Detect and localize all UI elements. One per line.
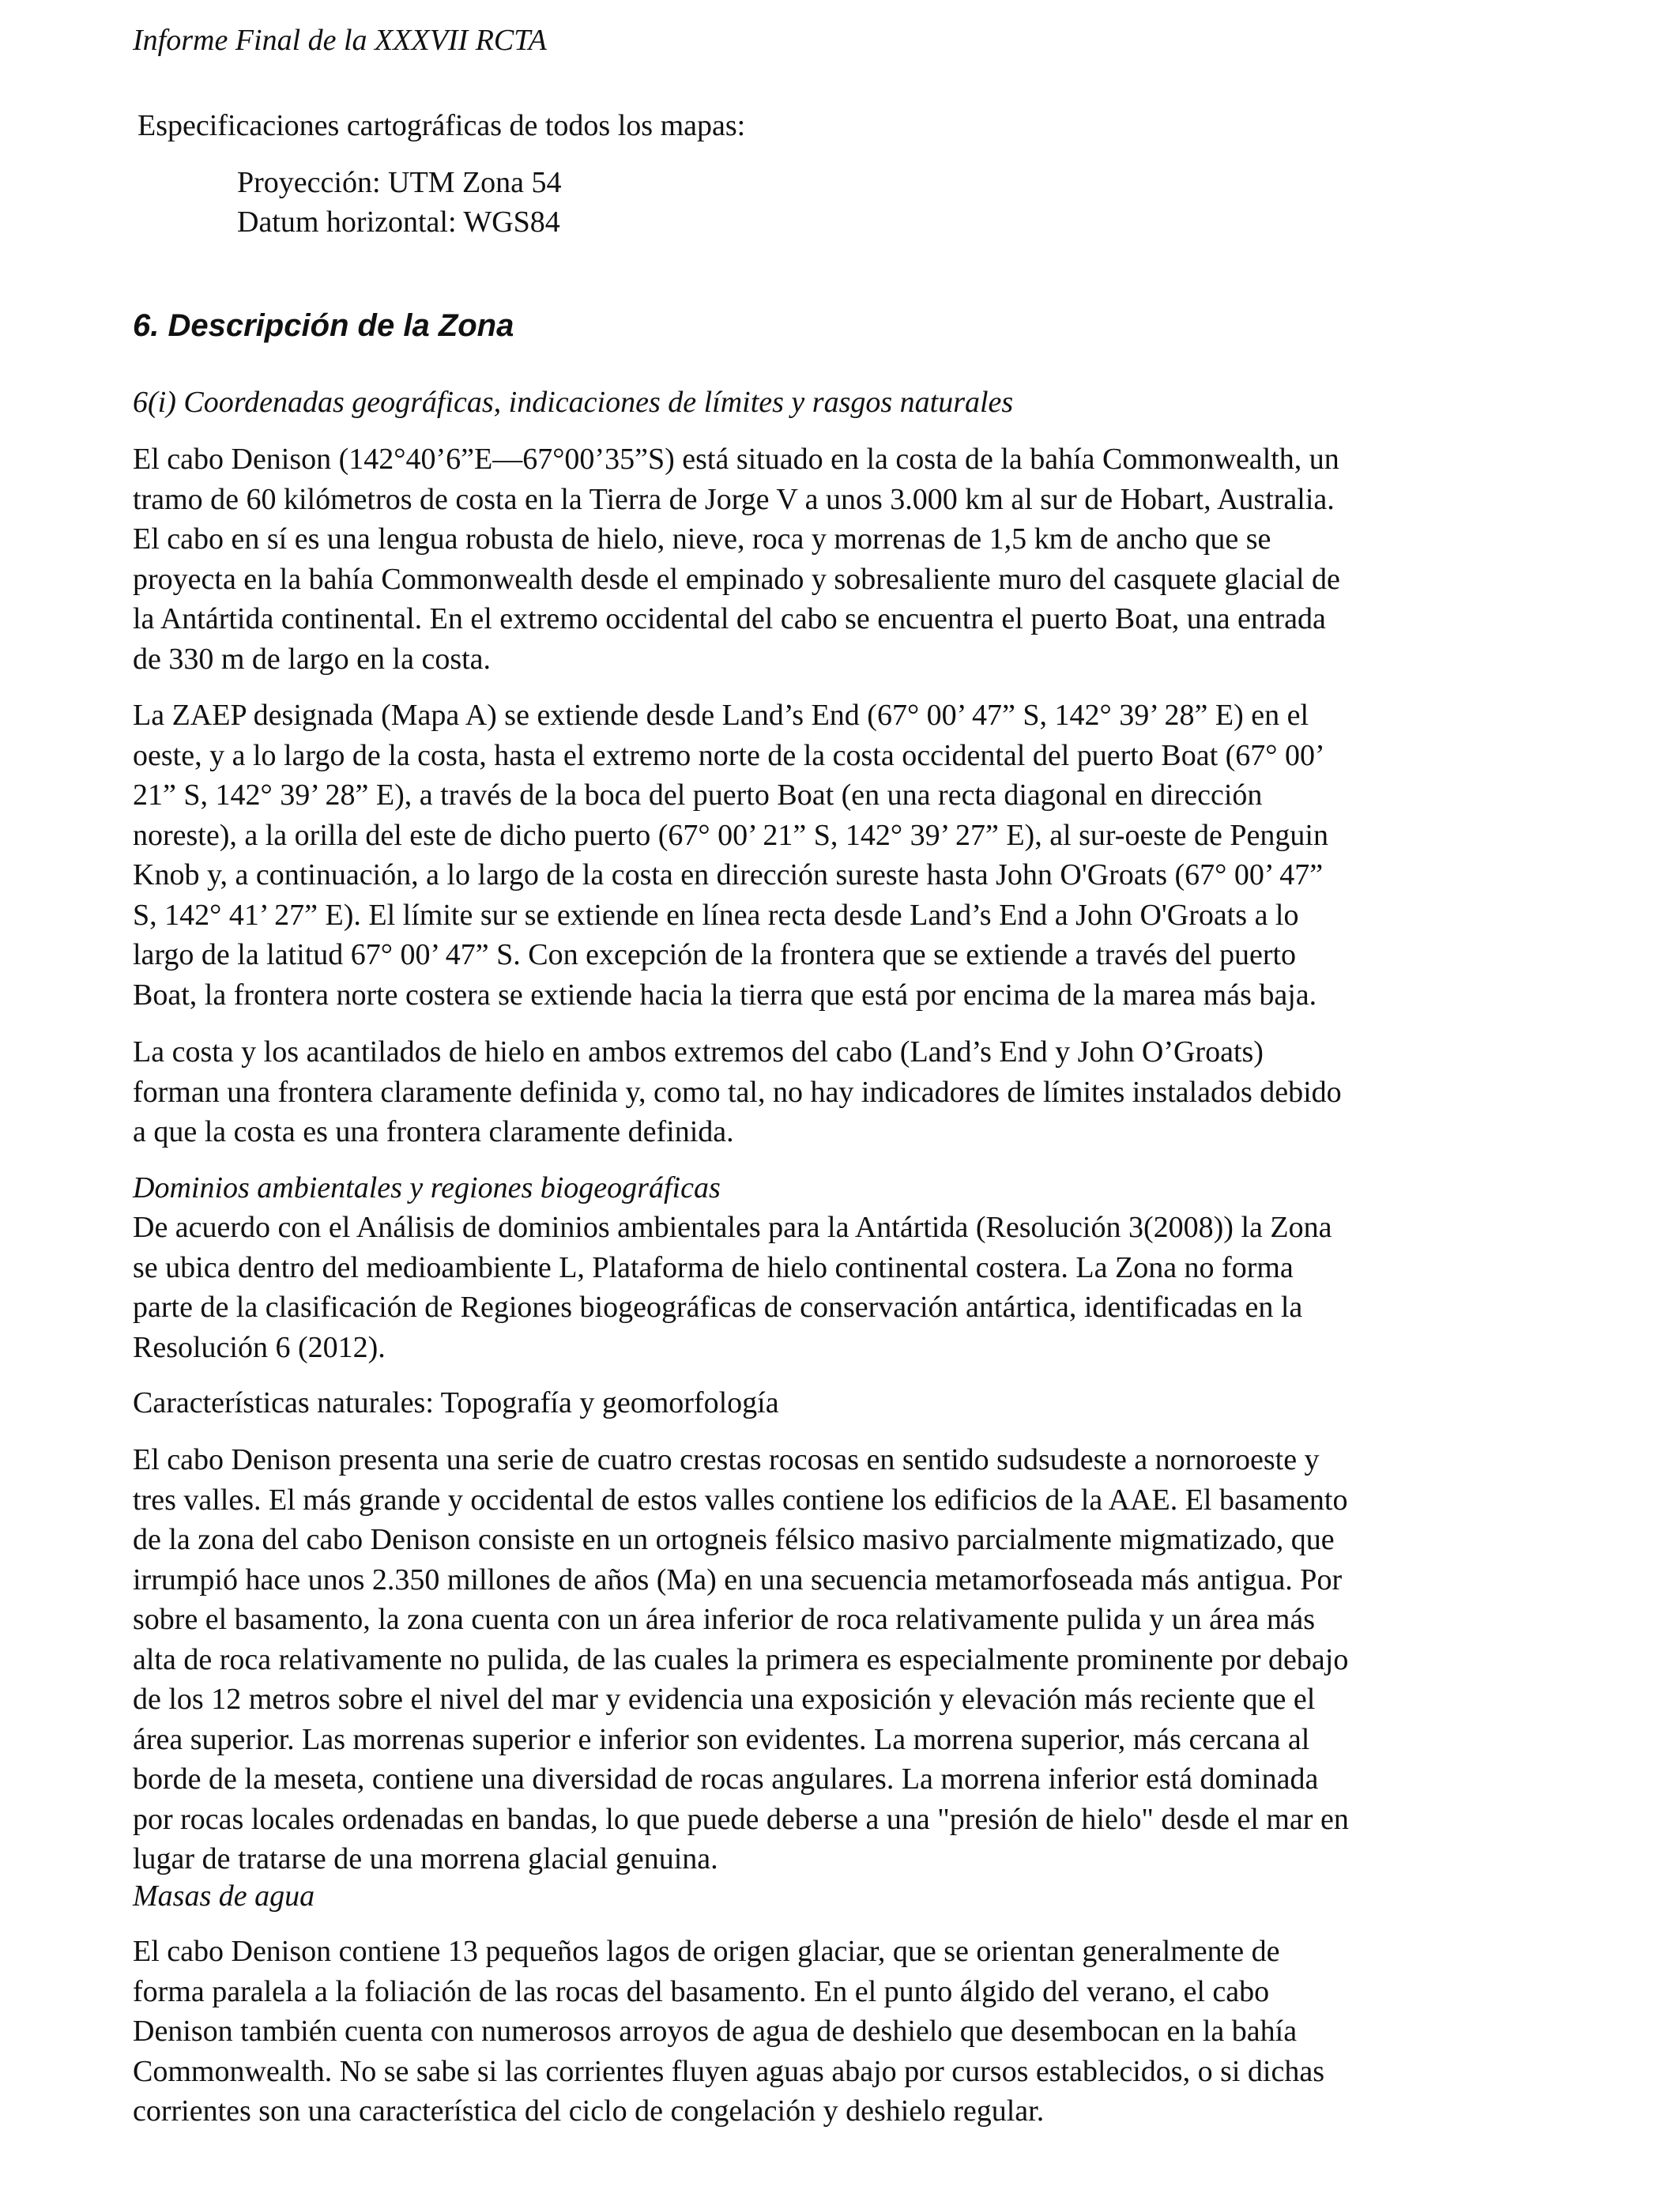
text-line: de la zona del cabo Denison consiste en un ortogneis félsico masivo parcialmente migmatizado, que — [133, 1523, 1335, 1556]
text-line: Resolución 6 (2012). — [133, 1330, 386, 1364]
cartographic-specs-list — [237, 163, 562, 242]
text-line: tres valles. El más grande y occidental de estos valles contiene los edificios de la AAE. El basamento — [133, 1483, 1348, 1517]
text-line: 21” S, 142° 39’ 28” E), a través de la boca del puerto Boat (en una recta diagonal en dirección — [133, 778, 1263, 812]
text-line: corrientes son una característica del ciclo de congelación y deshielo regular. — [133, 2094, 1045, 2128]
text-line: Knob y, a continuación, a lo largo de la costa en dirección sureste hasta John O'Groats (67° 00’ 47” — [133, 858, 1324, 892]
section-title: 6. Descripción de la Zona — [133, 308, 514, 343]
text-line: El cabo Denison contiene 13 pequeños lagos de origen glaciar, que se orientan generalmente de — [133, 1935, 1280, 1968]
text-line: El cabo Denison presenta una serie de cuatro crestas rocosas en sentido sudsudeste a nornoroeste y — [133, 1443, 1320, 1476]
text-line: forman una frontera claramente definida y, como tal, no hay indicadores de límites instalados debido — [133, 1075, 1342, 1109]
text-line: se ubica dentro del medioambiente L, Plataforma de hielo continental costera. La Zona no forma — [133, 1250, 1294, 1284]
text-line: noreste), a la orilla del este de dicho puerto (67° 00’ 21” S, 142° 39’ 27” E), al sur-oeste de Penguin — [133, 818, 1328, 852]
paragraph-dominios — [133, 1208, 1555, 1367]
text-line: De acuerdo con el Análisis de dominios ambientales para la Antártida (Resolución 3(2008)) la Zona — [133, 1211, 1332, 1244]
text-line: por rocas locales ordenadas en bandas, lo que puede deberse a una "presión de hielo" desde el mar en — [133, 1802, 1349, 1836]
text-line: La costa y los acantilados de hielo en ambos extremos del cabo (Land’s End y John O’Groats) — [133, 1035, 1264, 1069]
text-line: Commonwealth. No se sabe si las corrientes fluyen aguas abajo por cursos establecidos, o si dichas — [133, 2054, 1325, 2088]
text-line: alta de roca relativamente no pulida, de las cuales la primera es especialmente prominente por debajo — [133, 1642, 1349, 1676]
paragraph-location — [133, 439, 1555, 679]
subsection-title: 6(i) Coordenadas geográficas, indicaciones de límites y rasgos naturales — [133, 386, 1014, 419]
text-line: proyecta en la bahía Commonwealth desde el empinado y sobresaliente muro del casquete glacial de — [133, 562, 1340, 596]
paragraph-masas-de-agua — [133, 1932, 1555, 2132]
text-line: a que la costa es una frontera claramente definida. — [133, 1115, 734, 1148]
heading-masas-de-agua: Masas de agua — [133, 1879, 315, 1913]
running-header: Informe Final de la XXXVII RCTA — [133, 24, 547, 57]
text-line: largo de la latitud 67° 00’ 47” S. Con excepción de la frontera que se extiende a través del puerto — [133, 938, 1297, 971]
text-line: El cabo en sí es una lengua robusta de hielo, nieve, roca y morrenas de 1,5 km de ancho que se — [133, 522, 1271, 556]
paragraph-topografia — [133, 1440, 1555, 1879]
text-line: parte de la clasificación de Regiones biogeográficas de conservación antártica, identificadas en la — [133, 1291, 1303, 1324]
text-line: lugar de tratarse de una morrena glacial genuina. — [133, 1842, 718, 1875]
text-line: de los 12 metros sobre el nivel del mar y evidencia una exposición y elevación más reciente que el — [133, 1683, 1316, 1716]
text-line: tramo de 60 kilómetros de costa en la Tierra de Jorge V a unos 3.000 km al sur de Hobart, Australia. — [133, 482, 1335, 516]
paragraph-boundaries — [133, 696, 1555, 1015]
text-line: La ZAEP designada (Mapa A) se extiende desde Land’s End (67° 00’ 47” S, 142° 39’ 28” E) en el — [133, 699, 1309, 732]
text-line: Boat, la frontera norte costera se extiende hacia la tierra que está por encima de la marea más baja. — [133, 978, 1317, 1012]
text-line: área superior. Las morrenas superior e inferior son evidentes. La morrena superior, más cercana al — [133, 1722, 1310, 1756]
text-line: la Antártida continental. En el extremo occidental del cabo se encuentra el puerto Boat, una entrada — [133, 602, 1326, 635]
spec-datum: Datum horizontal: WGS84 — [237, 205, 560, 239]
text-line: oeste, y a lo largo de la costa, hasta el extremo norte de la costa occidental del puerto Boat (67° 00’ — [133, 738, 1325, 772]
cartographic-specs-intro: Especificaciones cartográficas de todos los mapas: — [137, 109, 746, 142]
text-line: borde de la meseta, contiene una diversidad de rocas angulares. La morrena inferior está dominada — [133, 1762, 1319, 1796]
spec-projection: Proyección: UTM Zona 54 — [237, 166, 562, 199]
text-line: sobre el basamento, la zona cuenta con un área inferior de roca relativamente pulida y un área más — [133, 1603, 1316, 1636]
text-line: Denison también cuenta con numerosos arroyos de agua de deshielo que desembocan en la bahía — [133, 2015, 1298, 2048]
heading-caracteristicas: Características naturales: Topografía y geomorfología — [133, 1386, 779, 1419]
text-line: irrumpió hace unos 2.350 millones de años (Ma) en una secuencia metamorfoseada más antigua. Por — [133, 1563, 1343, 1596]
text-line: S, 142° 41’ 27” E). El límite sur se extiende en línea recta desde Land’s End a John O'Groats a lo — [133, 898, 1299, 932]
text-line: El cabo Denison (142°40’6”E—67°00’35”S) está situado en la costa de la bahía Commonwealth, un — [133, 443, 1339, 476]
heading-dominios: Dominios ambientales y regiones biogeográficas — [133, 1171, 721, 1204]
paragraph-coast — [133, 1032, 1555, 1152]
text-line: forma paralela a la foliación de las rocas del basamento. En el punto álgido del verano, el cabo — [133, 1974, 1270, 2008]
text-line: de 330 m de largo en la costa. — [133, 642, 492, 676]
